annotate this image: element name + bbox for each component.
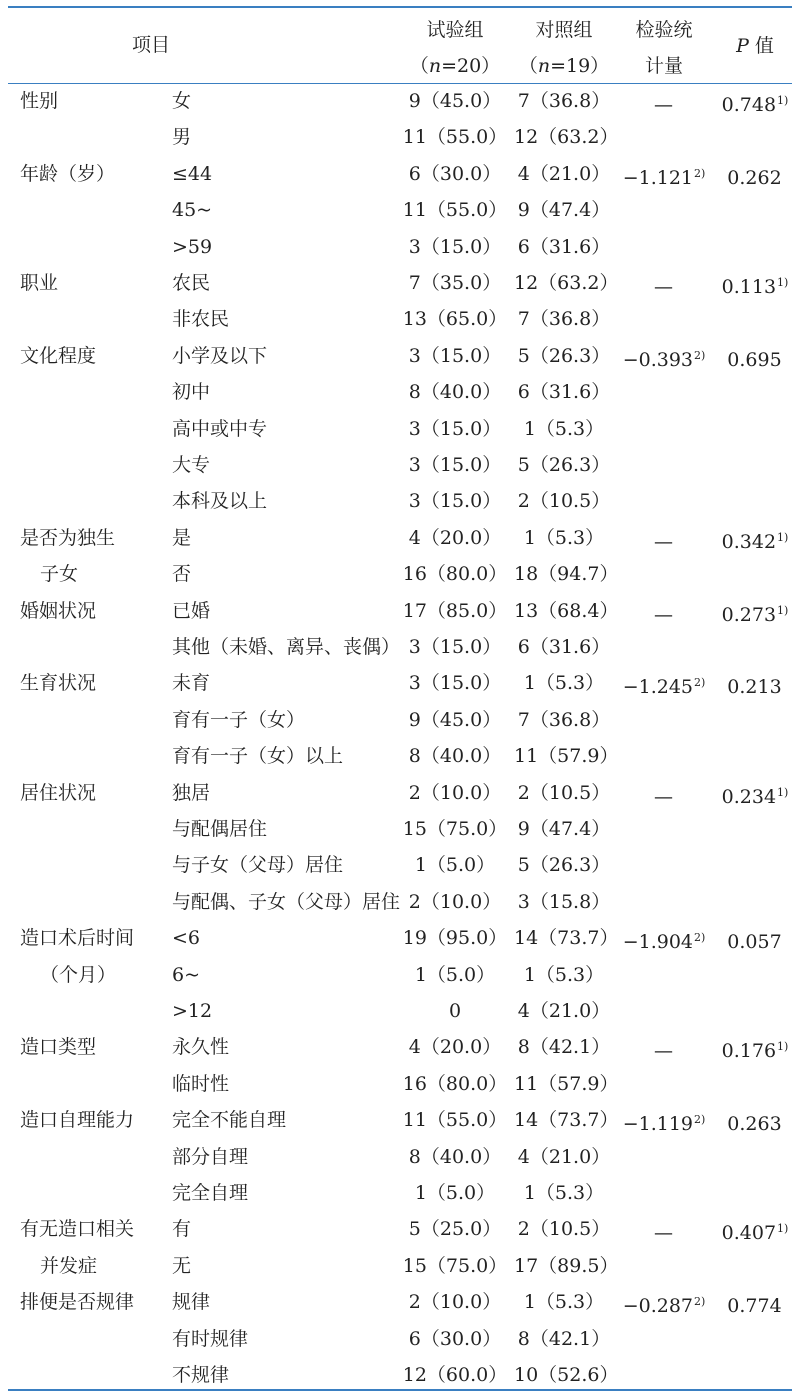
- row-exp-value: 11（55.0）: [402, 1109, 508, 1131]
- row-category: 并发症: [40, 1255, 98, 1277]
- row-exp-value: 11（55.0）: [402, 126, 508, 148]
- row-subitem: 与子女（父母）居住: [172, 854, 344, 876]
- row-p-value: [712, 817, 798, 845]
- row-ctrl-value: 5（26.3）: [517, 345, 611, 367]
- row-exp-value: 2（10.0）: [408, 782, 502, 804]
- row-p-value: [712, 453, 798, 481]
- row-ctrl-value: 1（5.3）: [523, 418, 605, 440]
- row-ctrl-value: 17（89.5）: [514, 1255, 619, 1277]
- row-exp-value: 16（80.0）: [402, 1073, 508, 1095]
- row-subitem: 未育: [172, 672, 211, 694]
- row-p-value: [712, 1254, 798, 1282]
- row-test-statistic: [618, 453, 710, 481]
- row-exp-value: 15（75.0）: [402, 818, 508, 840]
- row-exp-value: 3（15.0）: [408, 236, 502, 258]
- row-ctrl-value: 14（73.7）: [514, 927, 619, 949]
- row-category: 婚姻状况: [20, 600, 97, 622]
- row-subitem: <6: [172, 927, 201, 949]
- row-p-value: [712, 417, 798, 445]
- row-exp-value: 3（15.0）: [408, 672, 502, 694]
- row-subitem: 本科及以上: [172, 490, 268, 512]
- row-test-statistic: [618, 380, 710, 408]
- row-test-statistic: [618, 999, 710, 1027]
- row-ctrl-value: 7（36.8）: [517, 709, 611, 731]
- row-subitem: 有: [172, 1218, 192, 1240]
- row-p-value: [712, 890, 798, 918]
- row-subitem: 45~: [172, 199, 213, 221]
- row-p-value: 0.695: [727, 349, 782, 371]
- row-ctrl-value: 9（47.4）: [517, 818, 611, 840]
- row-exp-value: 17（85.0）: [402, 600, 508, 622]
- row-category: 居住状况: [20, 782, 97, 804]
- row-p-value: 0.113$^{1)}$: [721, 276, 789, 298]
- row-p-value: 0.748$^{1)}$: [721, 94, 789, 116]
- row-exp-value: 1（5.0）: [414, 854, 496, 876]
- row-test-statistic: $-1.121^{2)}$: [622, 167, 706, 189]
- row-p-value: 0.263: [727, 1113, 782, 1135]
- row-exp-value: 8（40.0）: [408, 381, 502, 403]
- row-subitem: 规律: [172, 1291, 211, 1313]
- row-ctrl-value: 1（5.3）: [523, 964, 605, 986]
- row-ctrl-value: 3（15.8）: [517, 891, 611, 913]
- row-test-statistic: [618, 744, 710, 772]
- row-test-statistic: —: [654, 786, 673, 808]
- row-subitem: 育有一子（女）: [172, 709, 306, 731]
- row-ctrl-value: 12（63.2）: [514, 126, 619, 148]
- row-subitem: 永久性: [172, 1036, 230, 1058]
- row-test-statistic: [618, 853, 710, 881]
- row-subitem: 农民: [172, 272, 211, 294]
- row-test-statistic: [618, 1254, 710, 1282]
- row-subitem: 已婚: [172, 600, 211, 622]
- row-ctrl-value: 7（36.8）: [517, 308, 611, 330]
- row-exp-value: 3（15.0）: [408, 418, 502, 440]
- row-subitem: 临时性: [172, 1073, 230, 1095]
- row-test-statistic: [618, 307, 710, 335]
- row-category: 造口术后时间: [20, 927, 135, 949]
- row-test-statistic: $-0.287^{2)}$: [622, 1295, 706, 1317]
- row-ctrl-value: 12（63.2）: [514, 272, 619, 294]
- row-subitem: 不规律: [172, 1364, 230, 1386]
- row-test-statistic: —: [654, 276, 673, 298]
- row-exp-value: 1（5.0）: [414, 1182, 496, 1204]
- row-category: 生育状况: [20, 672, 97, 694]
- row-category: （个月）: [40, 964, 117, 986]
- row-subitem: >59: [172, 236, 213, 258]
- row-p-value: [712, 999, 798, 1027]
- row-ctrl-value: 8（42.1）: [517, 1328, 611, 1350]
- row-exp-value: 16（80.0）: [402, 563, 508, 585]
- row-test-statistic: —: [654, 94, 673, 116]
- row-ctrl-value: 6（31.6）: [517, 236, 611, 258]
- row-category: 造口自理能力: [20, 1109, 135, 1131]
- row-subitem: 有时规律: [172, 1328, 249, 1350]
- row-p-value: 0.273$^{1)}$: [721, 604, 789, 626]
- row-exp-value: 3（15.0）: [408, 454, 502, 476]
- row-p-value: 0.176$^{1)}$: [721, 1040, 789, 1062]
- row-ctrl-value: 11（57.9）: [514, 1073, 619, 1095]
- row-exp-value: 3（15.0）: [408, 636, 502, 658]
- header-item: 项目: [132, 34, 171, 56]
- row-exp-value: 13（65.0）: [402, 308, 508, 330]
- header-rule: [8, 83, 792, 84]
- row-test-statistic: [618, 963, 710, 991]
- row-ctrl-value: 13（68.4）: [514, 600, 619, 622]
- header-ctrl-label: 对照组: [535, 19, 593, 41]
- row-exp-value: 12（60.0）: [402, 1364, 508, 1386]
- row-category: 子女: [40, 563, 79, 585]
- row-subitem: 独居: [172, 782, 211, 804]
- row-exp-value: 4（20.0）: [408, 1036, 502, 1058]
- row-exp-value: 2（10.0）: [408, 891, 502, 913]
- row-p-value: [712, 235, 798, 263]
- row-test-statistic: —: [654, 1222, 673, 1244]
- row-p-value: 0.213: [727, 676, 782, 698]
- row-test-statistic: [618, 417, 710, 445]
- row-p-value: [712, 1145, 798, 1173]
- row-test-statistic: [618, 198, 710, 226]
- row-exp-value: 3（15.0）: [408, 345, 502, 367]
- row-p-value: 0.057: [727, 931, 782, 953]
- row-exp-value: 9（45.0）: [408, 709, 502, 731]
- row-p-value: [712, 963, 798, 991]
- row-exp-value: 1（5.0）: [414, 964, 496, 986]
- row-p-value: [712, 562, 798, 590]
- header-stat-line1: 检验统: [635, 19, 693, 41]
- header-exp-label: 试验组: [426, 19, 484, 41]
- row-test-statistic: [618, 489, 710, 517]
- row-exp-value: 6（30.0）: [408, 163, 502, 185]
- row-ctrl-value: 9（47.4）: [517, 199, 611, 221]
- row-test-statistic: [618, 1072, 710, 1100]
- row-p-value: [712, 489, 798, 517]
- row-test-statistic: —: [654, 604, 673, 626]
- row-subitem: 与配偶居住: [172, 818, 268, 840]
- row-p-value: 0.774: [727, 1295, 782, 1317]
- row-category: 造口类型: [20, 1036, 97, 1058]
- row-subitem: 与配偶、子女（父母）居住: [172, 891, 401, 913]
- row-exp-value: 6（30.0）: [408, 1328, 502, 1350]
- row-p-value: [712, 708, 798, 736]
- table-top-rule: [8, 6, 792, 8]
- row-test-statistic: [618, 125, 710, 153]
- row-p-value: [712, 380, 798, 408]
- row-ctrl-value: 4（21.0）: [517, 1146, 611, 1168]
- row-subitem: 高中或中专: [172, 418, 268, 440]
- row-subitem: 育有一子（女）以上: [172, 745, 344, 767]
- row-category: 年龄（岁）: [20, 163, 116, 185]
- row-subitem: 无: [172, 1255, 192, 1277]
- row-exp-value: 0: [448, 1000, 462, 1022]
- row-exp-value: 9（45.0）: [408, 90, 502, 112]
- row-p-value: 0.342$^{1)}$: [721, 531, 789, 553]
- row-ctrl-value: 2（10.5）: [517, 782, 611, 804]
- row-test-statistic: —: [654, 1040, 673, 1062]
- row-exp-value: 2（10.0）: [408, 1291, 502, 1313]
- row-ctrl-value: 2（10.5）: [517, 490, 611, 512]
- row-test-statistic: $-1.119^{2)}$: [622, 1113, 706, 1135]
- row-exp-value: 8（40.0）: [408, 745, 502, 767]
- row-ctrl-value: 5（26.3）: [517, 454, 611, 476]
- row-category: 职业: [20, 272, 59, 294]
- row-test-statistic: [618, 635, 710, 663]
- row-ctrl-value: 6（31.6）: [517, 636, 611, 658]
- row-p-value: [712, 307, 798, 335]
- row-ctrl-value: 18（94.7）: [514, 563, 619, 585]
- row-subitem: 其他（未婚、离异、丧偶）: [172, 636, 401, 658]
- row-p-value: [712, 1327, 798, 1355]
- row-category: 是否为独生: [20, 527, 116, 549]
- row-exp-value: 11（55.0）: [402, 199, 508, 221]
- row-test-statistic: [618, 1363, 710, 1391]
- row-p-value: [712, 125, 798, 153]
- row-test-statistic: [618, 817, 710, 845]
- header-exp-n: （n=20）: [409, 55, 501, 77]
- row-subitem: 女: [172, 90, 192, 112]
- row-exp-value: 3（15.0）: [408, 490, 502, 512]
- row-test-statistic: [618, 1181, 710, 1209]
- row-test-statistic: [618, 708, 710, 736]
- row-p-value: [712, 1363, 798, 1391]
- row-ctrl-value: 1（5.3）: [523, 672, 605, 694]
- row-test-statistic: [618, 562, 710, 590]
- row-ctrl-value: 4（21.0）: [517, 163, 611, 185]
- header-ctrl-n: （n=19）: [518, 55, 610, 77]
- row-subitem: 完全自理: [172, 1182, 249, 1204]
- row-subitem: 小学及以下: [172, 345, 268, 367]
- row-test-statistic: $-1.904^{2)}$: [622, 931, 706, 953]
- row-ctrl-value: 1（5.3）: [523, 1182, 605, 1204]
- row-category: 有无造口相关: [20, 1218, 135, 1240]
- row-p-value: [712, 1181, 798, 1209]
- row-ctrl-value: 10（52.6）: [514, 1364, 619, 1386]
- row-ctrl-value: 6（31.6）: [517, 381, 611, 403]
- row-ctrl-value: 4（21.0）: [517, 1000, 611, 1022]
- row-ctrl-value: 1（5.3）: [523, 1291, 605, 1313]
- row-p-value: 0.234$^{1)}$: [721, 786, 789, 808]
- row-subitem: 大专: [172, 454, 211, 476]
- row-subitem: >12: [172, 1000, 213, 1022]
- row-test-statistic: [618, 1145, 710, 1173]
- row-subitem: 男: [172, 126, 192, 148]
- row-subitem: 否: [172, 563, 192, 585]
- row-exp-value: 8（40.0）: [408, 1146, 502, 1168]
- row-exp-value: 4（20.0）: [408, 527, 502, 549]
- row-subitem: 初中: [172, 381, 211, 403]
- row-subitem: 完全不能自理: [172, 1109, 287, 1131]
- row-test-statistic: $-0.393^{2)}$: [622, 349, 706, 371]
- row-p-value: [712, 744, 798, 772]
- row-subitem: 部分自理: [172, 1146, 249, 1168]
- row-test-statistic: $-1.245^{2)}$: [622, 676, 706, 698]
- row-ctrl-value: 1（5.3）: [523, 527, 605, 549]
- row-p-value: [712, 853, 798, 881]
- row-subitem: 6~: [172, 964, 201, 986]
- row-test-statistic: —: [654, 531, 673, 553]
- row-category: 排便是否规律: [20, 1291, 135, 1313]
- row-subitem: ≤44: [172, 163, 213, 185]
- row-ctrl-value: 7（36.8）: [517, 90, 611, 112]
- row-p-value: 0.407$^{1)}$: [721, 1222, 789, 1244]
- row-test-statistic: [618, 235, 710, 263]
- header-p-value: P 值: [736, 35, 774, 57]
- row-category: 文化程度: [20, 345, 97, 367]
- row-ctrl-value: 8（42.1）: [517, 1036, 611, 1058]
- row-test-statistic: [618, 890, 710, 918]
- row-p-value: 0.262: [727, 167, 782, 189]
- row-p-value: [712, 198, 798, 226]
- row-ctrl-value: 14（73.7）: [514, 1109, 619, 1131]
- row-category: 性别: [20, 90, 59, 112]
- row-p-value: [712, 1072, 798, 1100]
- row-subitem: 是: [172, 527, 192, 549]
- row-exp-value: 19（95.0）: [402, 927, 508, 949]
- table-bottom-rule: [8, 1389, 792, 1391]
- row-p-value: [712, 635, 798, 663]
- row-ctrl-value: 2（10.5）: [517, 1218, 611, 1240]
- row-ctrl-value: 5（26.3）: [517, 854, 611, 876]
- row-ctrl-value: 11（57.9）: [514, 745, 619, 767]
- header-stat-line2: 计量: [644, 55, 683, 77]
- row-exp-value: 5（25.0）: [408, 1218, 502, 1240]
- row-subitem: 非农民: [172, 308, 230, 330]
- row-exp-value: 7（35.0）: [408, 272, 502, 294]
- row-test-statistic: [618, 1327, 710, 1355]
- row-exp-value: 15（75.0）: [402, 1255, 508, 1277]
